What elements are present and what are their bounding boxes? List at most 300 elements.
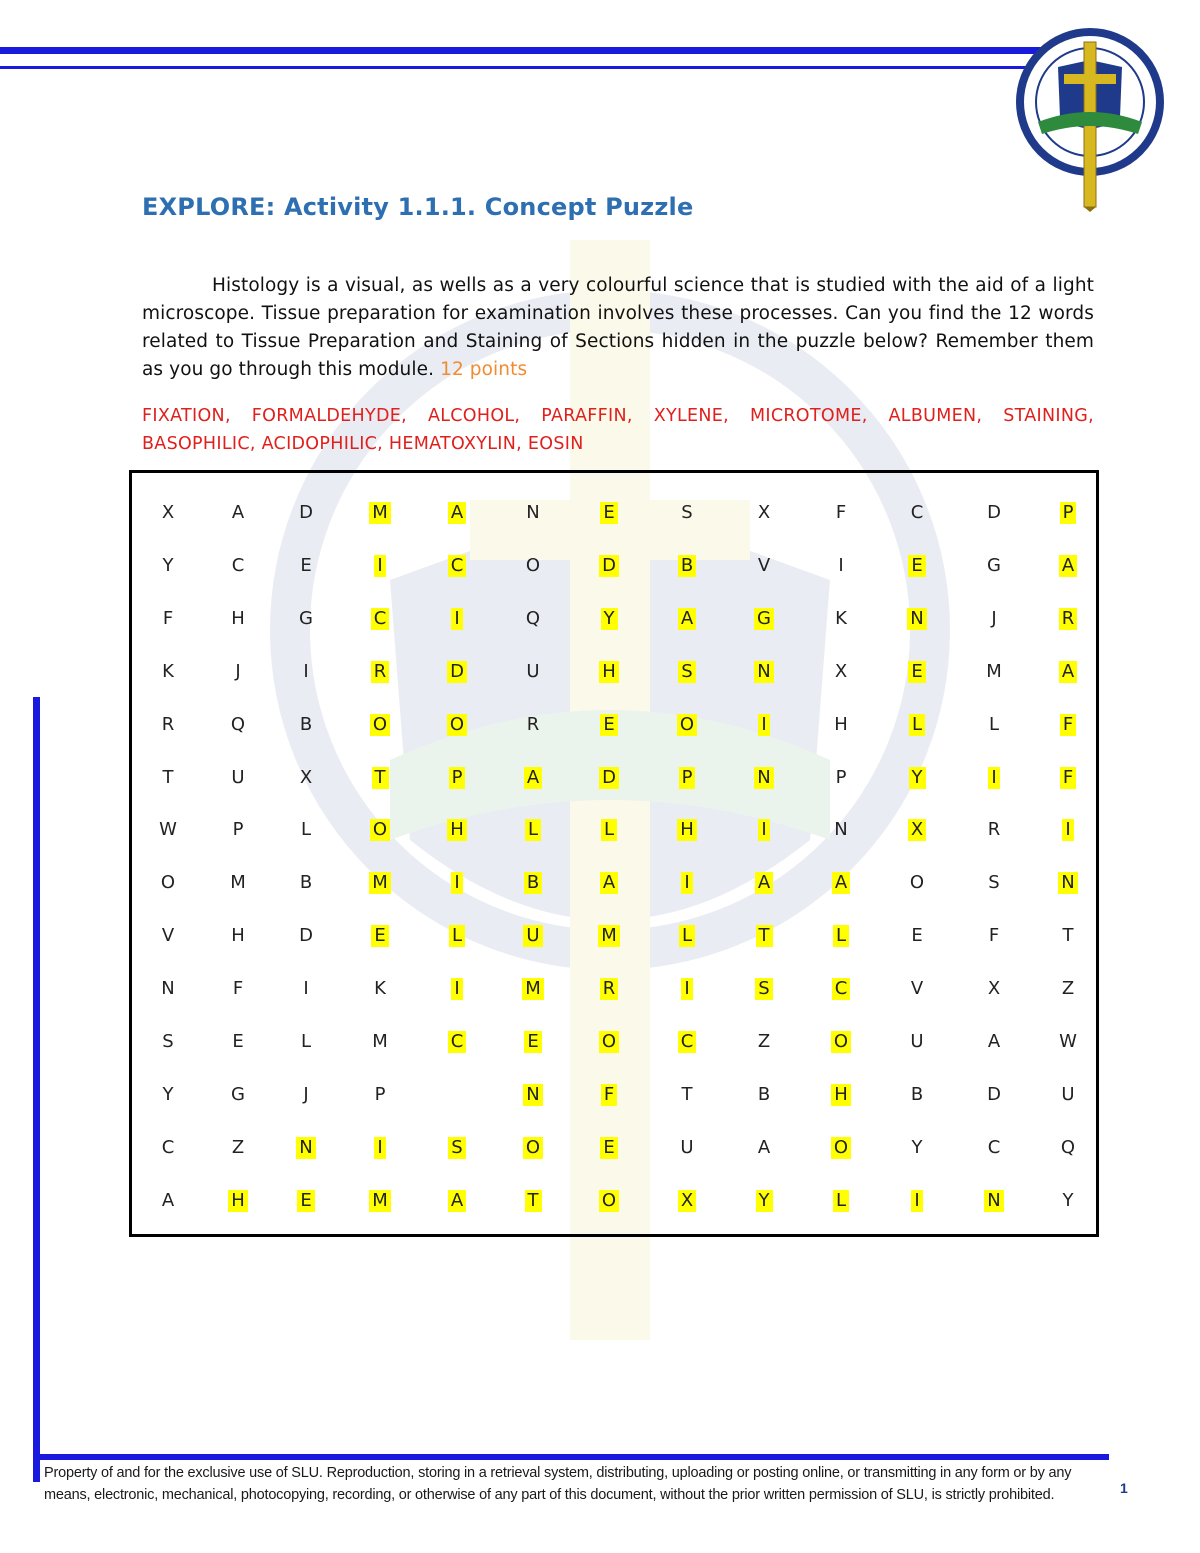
grid-letter: P: [232, 819, 244, 841]
grid-letter: R: [987, 819, 1001, 841]
grid-letter: P: [374, 1083, 386, 1105]
grid-letter: D: [987, 502, 1001, 523]
grid-letter: F: [162, 607, 174, 629]
grid-cell: [734, 1030, 794, 1054]
grid-letter: M: [986, 660, 1002, 682]
grid-cell: [657, 1083, 717, 1107]
grid-cell: [579, 607, 639, 631]
grid-cell: [427, 766, 487, 790]
grid-letter: M: [598, 925, 620, 947]
points-label: 12 points: [440, 359, 528, 380]
grid-cell: [276, 977, 336, 1001]
grid-letter: O: [677, 714, 697, 736]
grid-cell: [276, 818, 336, 842]
grid-cell: [276, 1083, 336, 1107]
grid-cell: [503, 818, 563, 842]
grid-letter: N: [754, 767, 773, 789]
grid-cell: [811, 501, 871, 525]
grid-letter: U: [231, 766, 245, 788]
grid-cell: [350, 924, 410, 948]
grid-cell: [887, 1189, 947, 1213]
grid-cell: [734, 1083, 794, 1107]
grid-cell: [887, 1030, 947, 1054]
grid-letter: L: [449, 925, 465, 947]
grid-cell: [138, 766, 198, 790]
grid-letter: N: [984, 1190, 1003, 1212]
grid-letter: K: [835, 607, 847, 629]
grid-letter: W: [1059, 1031, 1077, 1052]
grid-cell: [427, 501, 487, 525]
university-seal-icon: [1008, 22, 1188, 212]
grid-cell: [811, 924, 871, 948]
grid-cell: [1038, 554, 1098, 578]
grid-letter: P: [679, 767, 696, 789]
grid-letter: Z: [757, 1031, 771, 1052]
grid-letter: Q: [230, 713, 246, 735]
grid-letter: H: [231, 607, 245, 629]
grid-cell: [811, 607, 871, 631]
grid-letter: Q: [1060, 1136, 1076, 1158]
grid-cell: [208, 1136, 268, 1160]
grid-letter: L: [525, 819, 541, 841]
grid-cell: [657, 1189, 717, 1213]
grid-cell: [734, 1136, 794, 1160]
grid-letter: J: [235, 660, 241, 682]
grid-cell: [1038, 1189, 1098, 1213]
grid-letter: T: [372, 767, 389, 789]
grid-letter: P: [835, 766, 847, 788]
grid-cell: [138, 871, 198, 895]
grid-cell: [579, 818, 639, 842]
grid-letter: A: [600, 872, 618, 894]
grid-letter: E: [297, 1190, 314, 1212]
grid-cell: [887, 818, 947, 842]
grid-cell: [350, 554, 410, 578]
grid-letter: F: [988, 925, 1000, 947]
grid-letter: A: [524, 767, 542, 789]
grid-cell: [427, 977, 487, 1001]
grid-cell: [350, 660, 410, 684]
grid-cell: [734, 766, 794, 790]
grid-cell: [964, 1083, 1024, 1107]
grid-letter: O: [599, 1190, 619, 1212]
grid-cell: [503, 1136, 563, 1160]
grid-cell: [657, 977, 717, 1001]
grid-cell: [138, 818, 198, 842]
grid-letter: H: [831, 1084, 851, 1106]
grid-cell: [734, 607, 794, 631]
grid-letter: E: [600, 502, 617, 524]
grid-letter: G: [987, 554, 1001, 576]
grid-letter: A: [161, 1189, 175, 1211]
grid-cell: [1038, 977, 1098, 1001]
grid-letter: Y: [911, 1136, 923, 1158]
grid-cell: [427, 1136, 487, 1160]
grid-cell: [208, 554, 268, 578]
grid-cell: [887, 554, 947, 578]
grid-letter: G: [754, 608, 774, 630]
grid-letter: V: [910, 978, 924, 1000]
grid-cell: [811, 818, 871, 842]
grid-cell: [138, 1030, 198, 1054]
grid-cell: [208, 977, 268, 1001]
grid-letter: I: [303, 978, 309, 1000]
grid-cell: [503, 871, 563, 895]
grid-letter: P: [1060, 502, 1077, 524]
grid-cell: [503, 607, 563, 631]
grid-letter: L: [833, 1190, 849, 1212]
grid-letter: E: [908, 555, 925, 577]
grid-cell: [276, 660, 336, 684]
grid-letter: R: [371, 661, 390, 683]
grid-letter: X: [678, 1190, 696, 1212]
header-rule-top: [0, 47, 1072, 54]
grid-cell: [657, 713, 717, 737]
grid-cell: [811, 1189, 871, 1213]
grid-cell: [579, 1083, 639, 1107]
grid-cell: [1038, 818, 1098, 842]
grid-cell: [579, 1030, 639, 1054]
grid-letter: F: [1060, 767, 1076, 789]
grid-cell: [579, 660, 639, 684]
grid-letter: A: [1059, 661, 1077, 683]
grid-letter: C: [371, 608, 390, 630]
grid-cell: [579, 713, 639, 737]
grid-letter: E: [524, 1031, 541, 1053]
grid-cell: [964, 977, 1024, 1001]
grid-letter: P: [449, 767, 466, 789]
grid-letter: U: [1061, 1083, 1075, 1105]
grid-letter: L: [909, 714, 925, 736]
grid-letter: G: [299, 607, 313, 629]
grid-letter: F: [1060, 714, 1076, 736]
grid-letter: O: [160, 872, 176, 894]
grid-cell: [503, 660, 563, 684]
grid-cell: [1038, 713, 1098, 737]
grid-cell: [964, 818, 1024, 842]
grid-letter: N: [754, 661, 773, 683]
grid-cell: [138, 1083, 198, 1107]
grid-cell: [964, 607, 1024, 631]
grid-cell: [350, 501, 410, 525]
grid-letter: I: [758, 714, 769, 736]
intro-paragraph: [142, 272, 1094, 384]
grid-letter: H: [447, 819, 467, 841]
grid-cell: [350, 977, 410, 1001]
left-margin-rule: [33, 697, 40, 1482]
grid-letter: E: [232, 1031, 244, 1052]
grid-cell: [657, 607, 717, 631]
grid-letter: G: [231, 1083, 245, 1105]
grid-letter: O: [831, 1031, 851, 1053]
grid-cell: [734, 554, 794, 578]
grid-cell: [579, 1136, 639, 1160]
grid-letter: E: [908, 661, 925, 683]
grid-letter: K: [162, 660, 174, 682]
grid-cell: [503, 1083, 563, 1107]
page-number: 1: [1120, 1480, 1128, 1496]
grid-letter: Z: [1061, 978, 1075, 1000]
grid-cell: [657, 1136, 717, 1160]
grid-cell: [1038, 1083, 1098, 1107]
grid-letter: M: [230, 872, 246, 894]
grid-cell: [276, 871, 336, 895]
grid-cell: [427, 1030, 487, 1054]
grid-cell: [138, 501, 198, 525]
grid-letter: Q: [525, 607, 541, 629]
grid-letter: Y: [1062, 1189, 1074, 1211]
grid-cell: [427, 924, 487, 948]
grid-letter: E: [371, 925, 388, 947]
grid-letter: C: [910, 502, 924, 523]
grid-letter: N: [526, 502, 540, 523]
grid-letter: E: [300, 554, 312, 576]
grid-letter: E: [911, 925, 923, 947]
grid-letter: Y: [162, 1083, 174, 1105]
grid-cell: [208, 607, 268, 631]
grid-letter: R: [526, 713, 540, 735]
grid-letter: Z: [231, 1136, 245, 1158]
grid-cell: [964, 501, 1024, 525]
grid-letter: M: [369, 1190, 391, 1212]
grid-letter: A: [448, 502, 466, 524]
grid-letter: L: [988, 713, 1000, 735]
grid-cell: [964, 1030, 1024, 1054]
grid-letter: O: [370, 714, 390, 736]
grid-letter: C: [987, 1136, 1001, 1158]
grid-cell: [1038, 501, 1098, 525]
grid-letter: B: [524, 872, 542, 894]
grid-letter: H: [599, 661, 619, 683]
grid-letter: M: [522, 978, 544, 1000]
grid-cell: [427, 1083, 487, 1107]
grid-cell: [350, 607, 410, 631]
grid-cell: [503, 501, 563, 525]
grid-letter: V: [161, 925, 175, 947]
grid-cell: [350, 871, 410, 895]
grid-letter: I: [303, 660, 309, 682]
grid-letter: J: [303, 1083, 309, 1105]
grid-cell: [964, 1189, 1024, 1213]
grid-cell: [503, 924, 563, 948]
grid-cell: [811, 977, 871, 1001]
grid-letter: D: [599, 555, 619, 577]
grid-cell: [657, 818, 717, 842]
grid-cell: [350, 1030, 410, 1054]
grid-letter: N: [834, 819, 848, 841]
grid-cell: [276, 766, 336, 790]
grid-letter: A: [755, 872, 773, 894]
grid-cell: [734, 1189, 794, 1213]
grid-cell: [811, 554, 871, 578]
grid-cell: [208, 1083, 268, 1107]
grid-cell: [964, 1136, 1024, 1160]
grid-cell: [811, 713, 871, 737]
grid-letter: Y: [909, 767, 926, 789]
grid-letter: L: [833, 925, 849, 947]
grid-cell: [657, 871, 717, 895]
grid-cell: [276, 1189, 336, 1213]
grid-cell: [350, 1136, 410, 1160]
grid-letter: I: [838, 554, 844, 576]
grid-cell: [964, 660, 1024, 684]
grid-letter: Y: [162, 554, 174, 576]
grid-cell: [138, 554, 198, 578]
grid-cell: [1038, 871, 1098, 895]
grid-cell: [734, 501, 794, 525]
grid-letter: L: [679, 925, 695, 947]
grid-cell: [887, 977, 947, 1001]
grid-letter: O: [831, 1137, 851, 1159]
grid-cell: [657, 924, 717, 948]
grid-letter: H: [231, 925, 245, 947]
grid-letter: N: [161, 978, 175, 1000]
grid-letter: T: [525, 1190, 542, 1212]
grid-letter: O: [909, 872, 925, 894]
grid-cell: [208, 1030, 268, 1054]
grid-cell: [503, 766, 563, 790]
grid-cell: [138, 977, 198, 1001]
grid-cell: [964, 554, 1024, 578]
grid-cell: [734, 660, 794, 684]
grid-letter: I: [451, 872, 462, 894]
grid-letter: U: [910, 1031, 924, 1052]
grid-cell: [1038, 1136, 1098, 1160]
grid-letter: E: [600, 714, 617, 736]
grid-letter: V: [757, 554, 771, 576]
grid-cell: [1038, 660, 1098, 684]
grid-cell: [964, 766, 1024, 790]
grid-cell: [887, 766, 947, 790]
grid-cell: [964, 713, 1024, 737]
grid-cell: [579, 871, 639, 895]
grid-cell: [887, 1083, 947, 1107]
grid-cell: [1038, 766, 1098, 790]
grid-letter: X: [987, 978, 1001, 1000]
grid-letter: N: [523, 1084, 542, 1106]
grid-cell: [427, 660, 487, 684]
grid-cell: [964, 924, 1024, 948]
grid-letter: H: [228, 1190, 248, 1212]
grid-letter: R: [1059, 608, 1078, 630]
grid-cell: [811, 660, 871, 684]
grid-cell: [964, 871, 1024, 895]
grid-letter: C: [832, 978, 851, 1000]
grid-letter: O: [523, 1137, 543, 1159]
grid-cell: [1038, 924, 1098, 948]
grid-cell: [579, 554, 639, 578]
grid-letter: S: [681, 502, 693, 523]
grid-cell: [734, 924, 794, 948]
grid-letter: S: [988, 872, 1000, 894]
grid-letter: S: [162, 1031, 174, 1052]
grid-cell: [350, 1083, 410, 1107]
grid-letter: C: [161, 1136, 175, 1158]
grid-letter: I: [681, 978, 692, 1000]
grid-letter: W: [159, 819, 177, 841]
grid-cell: [138, 924, 198, 948]
grid-cell: [503, 1030, 563, 1054]
grid-cell: [427, 554, 487, 578]
grid-letter: C: [678, 1031, 697, 1053]
grid-cell: [427, 1189, 487, 1213]
grid-cell: [579, 766, 639, 790]
grid-cell: [350, 1189, 410, 1213]
grid-cell: [350, 766, 410, 790]
page-title: EXPLORE: Activity 1.1.1. Concept Puzzle: [142, 193, 694, 221]
grid-cell: [276, 1136, 336, 1160]
grid-letter: L: [601, 819, 617, 841]
grid-letter: I: [988, 767, 999, 789]
grid-cell: [276, 713, 336, 737]
grid-letter: B: [299, 872, 313, 894]
grid-cell: [657, 554, 717, 578]
grid-letter: T: [162, 766, 174, 788]
grid-letter: F: [835, 502, 847, 523]
grid-letter: M: [369, 502, 391, 524]
intro-text: Histology is a visual, as wells as a very colourful science that is studied with the aid of a light microscope. Tissue preparation for examination involves these processes. Can you find the 12 words related to Tissue Preparation and Staining of Sections hidden in the puzzle below? Remember them as you go through this module.: [142, 275, 1094, 380]
grid-letter: O: [525, 554, 541, 576]
grid-letter: S: [448, 1137, 465, 1159]
grid-cell: [1038, 607, 1098, 631]
grid-cell: [887, 1136, 947, 1160]
grid-letter: C: [448, 1031, 467, 1053]
grid-letter: J: [991, 607, 997, 629]
grid-cell: [734, 818, 794, 842]
word-list: FIXATION, FORMALDEHYDE, ALCOHOL, PARAFFIN, XYLENE, MICROTOME, ALBUMEN, STAINING, BASOPHILIC, ACIDOPHILIC, HEMATOXYLIN, EOSIN: [142, 406, 1094, 454]
grid-letter: A: [987, 1031, 1001, 1052]
grid-letter: L: [300, 1031, 312, 1052]
grid-cell: [579, 1189, 639, 1213]
grid-letter: D: [447, 661, 467, 683]
grid-letter: A: [757, 1136, 771, 1158]
grid-letter: R: [600, 978, 619, 1000]
grid-cell: [734, 713, 794, 737]
grid-letter: I: [451, 608, 462, 630]
grid-cell: [138, 660, 198, 684]
grid-letter: S: [755, 978, 772, 1000]
grid-cell: [350, 818, 410, 842]
grid-cell: [276, 1030, 336, 1054]
grid-letter: I: [374, 1137, 385, 1159]
grid-letter: M: [372, 1031, 388, 1052]
grid-cell: [503, 977, 563, 1001]
grid-letter: F: [232, 978, 244, 1000]
grid-cell: [887, 660, 947, 684]
grid-letter: A: [832, 872, 850, 894]
grid-cell: [208, 713, 268, 737]
grid-cell: [276, 607, 336, 631]
grid-letter: T: [756, 925, 773, 947]
grid-letter: R: [161, 713, 175, 735]
grid-cell: [208, 660, 268, 684]
grid-letter: O: [447, 714, 467, 736]
grid-letter: E: [600, 1137, 617, 1159]
grid-cell: [427, 713, 487, 737]
grid-letter: X: [757, 502, 771, 523]
grid-letter: F: [601, 1084, 617, 1106]
grid-letter: N: [296, 1137, 315, 1159]
grid-letter: B: [678, 555, 696, 577]
grid-letter: O: [599, 1031, 619, 1053]
grid-cell: [427, 871, 487, 895]
grid-cell: [811, 766, 871, 790]
grid-cell: [657, 766, 717, 790]
grid-letter: A: [231, 502, 245, 523]
grid-letter: I: [681, 872, 692, 894]
grid-letter: Y: [756, 1190, 773, 1212]
grid-cell: [138, 1189, 198, 1213]
